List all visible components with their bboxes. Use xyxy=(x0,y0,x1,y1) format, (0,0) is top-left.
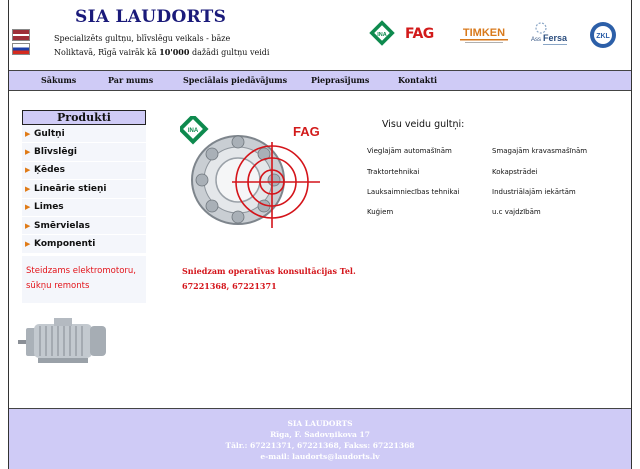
stock-count: 10'000 xyxy=(159,47,190,57)
consultation-notice: Sniedzam operatīvas konsultācijas Tel. 67221368, 67221371 xyxy=(182,264,356,294)
timken-logo xyxy=(457,24,511,46)
type-industrial[interactable]: Industriālajām iekārtām xyxy=(492,188,576,196)
nav-contacts[interactable]: Kontakti xyxy=(398,75,438,85)
fag-logo: FAG xyxy=(405,26,434,42)
arrow-right-icon: ▶ xyxy=(25,203,31,212)
bearing-types-title: Visu veidu gultņi: xyxy=(382,119,465,130)
zkl-logo xyxy=(589,21,617,49)
type-tractors[interactable]: Traktortehnikai xyxy=(367,168,420,176)
electric-motor-image xyxy=(14,316,114,366)
main-nav xyxy=(9,70,631,91)
fersa-logo-text: Fersa xyxy=(543,33,568,43)
type-cars[interactable]: Vieglajām automašīnām xyxy=(367,147,452,155)
timken-logo-text: TIMKEN xyxy=(462,27,506,39)
type-trucks[interactable]: Smagajām kravasmašīnām xyxy=(492,147,588,155)
arrow-right-icon: ▶ xyxy=(25,240,31,249)
footer-email[interactable]: e-mail: laudorts@laudorts.lv xyxy=(260,452,380,461)
type-other[interactable]: u.c vajdzībām xyxy=(492,208,541,216)
motor-repair-promo[interactable]: Steidzams elektromotoru, sūkņu remonts xyxy=(22,256,146,303)
arrow-right-icon: ▶ xyxy=(25,148,31,157)
site-header xyxy=(9,0,631,70)
ina-logo-text: INA xyxy=(187,128,199,134)
product-item-seals[interactable]: ▶ Blīvslēgi xyxy=(22,143,146,161)
site-title[interactable]: SIA LAUDORTS xyxy=(75,7,227,27)
nav-home[interactable]: Sākums xyxy=(41,75,77,85)
consultation-phones: 67221368, 67221371 xyxy=(182,281,277,291)
type-agricultural[interactable]: Lauksaimniecības tehnikai xyxy=(367,188,460,196)
fag-logo-text: FAG xyxy=(293,124,320,139)
product-item-lubricants[interactable]: ▶ Smērvielas xyxy=(22,217,146,235)
ina-logo-text: INA xyxy=(377,32,387,38)
type-ships[interactable]: Kuģiem xyxy=(367,208,394,216)
footer-phones: Tālr.: 67221371, 67221368, Fakss: 67221368 xyxy=(225,441,415,450)
fersa-logo xyxy=(529,20,575,48)
product-menu xyxy=(22,125,146,254)
fersa-prefix-text: Ass xyxy=(531,37,542,43)
tagline: Specializēts gultņu, blīvslēgu veikals - bāze xyxy=(54,34,231,43)
ina-logo xyxy=(369,20,395,46)
products-heading: Produkti xyxy=(22,110,146,125)
arrow-right-icon: ▶ xyxy=(25,129,31,138)
footer-address: Rīga, F. Sadovņikova 17 xyxy=(270,430,370,439)
russian-flag-icon[interactable] xyxy=(12,43,30,55)
product-item-bearings[interactable]: ▶ Gultņi xyxy=(22,125,146,143)
type-woodworking[interactable]: Kokapstrādei xyxy=(492,168,538,176)
nav-request[interactable]: Pieprasījums xyxy=(311,75,370,85)
nav-special-offer[interactable]: Speciālais piedāvājums xyxy=(183,75,288,85)
site-footer xyxy=(9,408,631,469)
product-item-components[interactable]: ▶ Komponenti xyxy=(22,235,146,253)
bearing-target-image xyxy=(180,116,330,234)
zkl-logo-text: ZKL xyxy=(596,33,610,40)
footer-company: SIA LAUDORTS xyxy=(287,419,353,428)
product-item-linear-shafts[interactable]: ▶ Lineārie stieņi xyxy=(22,180,146,198)
product-item-glues[interactable]: ▶ Limes xyxy=(22,199,146,217)
arrow-right-icon: ▶ xyxy=(25,221,31,230)
nav-about[interactable]: Par mums xyxy=(108,75,154,85)
tagline-stock: Noliktavā, Rīgā vairāk kā 10'000 dažādi gultņu veidi xyxy=(54,47,270,57)
latvian-flag-icon[interactable] xyxy=(12,29,30,41)
arrow-right-icon: ▶ xyxy=(25,166,31,175)
arrow-right-icon: ▶ xyxy=(25,184,31,193)
product-item-chains[interactable]: ▶ Ķēdes xyxy=(22,162,146,180)
